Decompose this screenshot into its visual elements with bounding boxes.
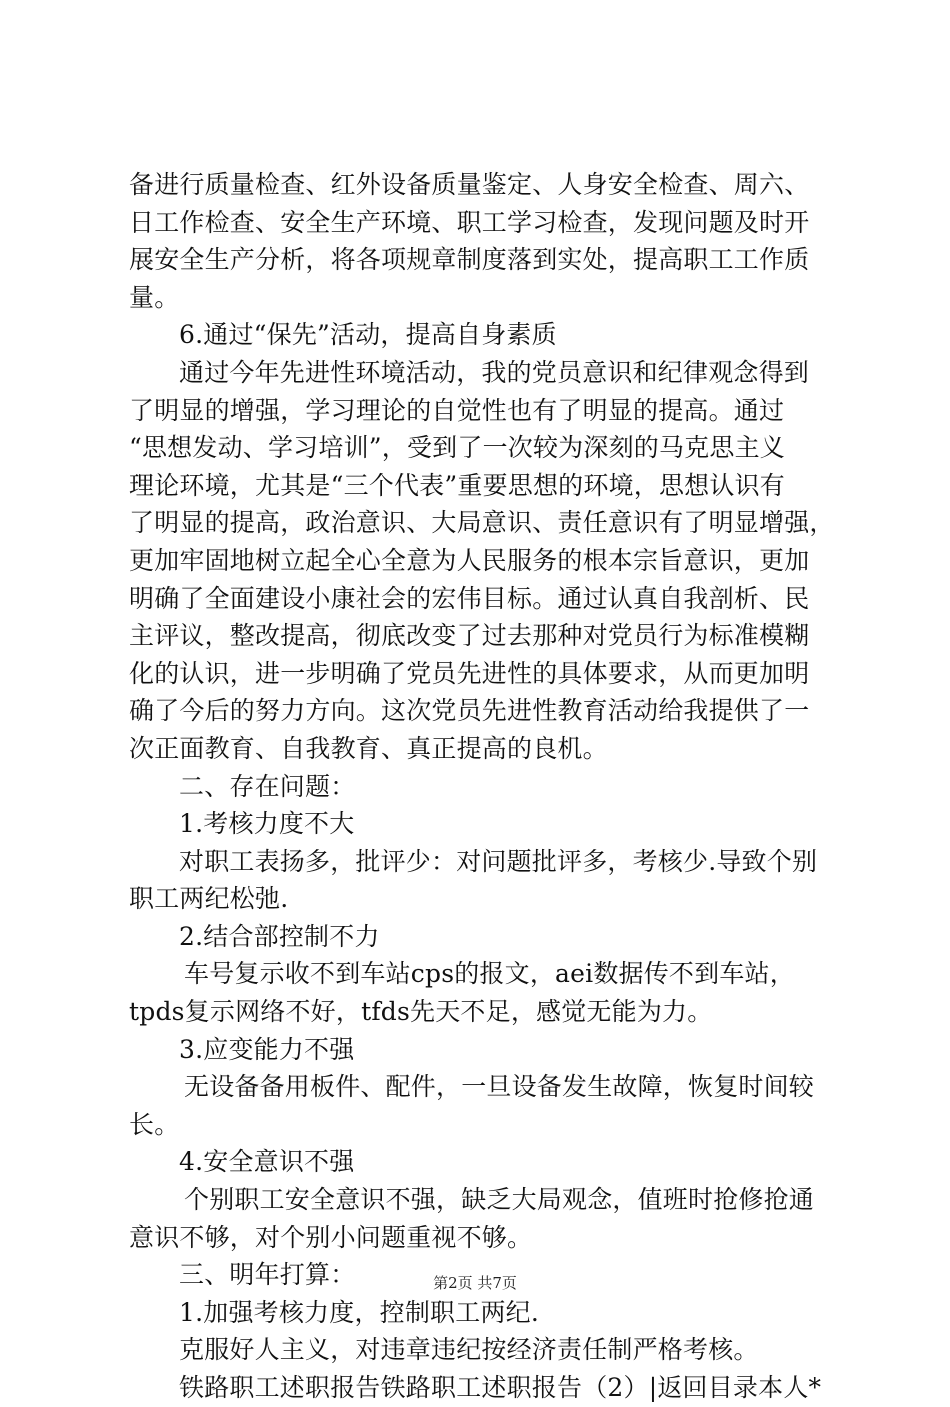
text-line: 克服好人主义，对违章违纪按经济责任制严格考核。 <box>179 1335 759 1365</box>
text-line: 主评议，整改提高，彻底改变了过去那种对党员行为标准模糊 <box>129 621 810 651</box>
text-line: 日工作检查、安全生产环境、职工学习检查，发现问题及时开 <box>129 207 810 237</box>
page-footer: 第2页 共7页 <box>433 1274 517 1292</box>
text-line: “思想发动、学习培训”，受到了一次较为深刻的马克思主义 <box>129 433 785 463</box>
text-line: tpds复示网络不好，tfds先天不足，感觉无能为力。 <box>129 997 713 1027</box>
text-line: 3.应变能力不强 <box>179 1034 355 1064</box>
document-body <box>129 166 841 1407</box>
text-line: 意识不够，对个别小问题重视不够。 <box>129 1222 533 1252</box>
text-line: 职工两纪松弛. <box>129 884 289 914</box>
text-line: 4.安全意识不强 <box>179 1147 355 1177</box>
text-line: 1.加强考核力度，控制职工两纪. <box>179 1297 540 1327</box>
text-line: 铁路职工述职报告铁路职工述职报告（2）|返回目录本人* <box>179 1373 822 1402</box>
text-line: 2.结合部控制不力 <box>179 921 380 951</box>
text-line: 对职工表扬多，批评少：对问题批评多，考核少.导致个别 <box>179 846 818 876</box>
text-line: 明确了全面建设小康社会的宏伟目标。通过认真自我剖析、民 <box>129 583 810 613</box>
text-line: 二、存在问题： <box>179 771 356 801</box>
text-line: 理论环境，尤其是“三个代表”重要思想的环境，思想认识有 <box>129 470 785 500</box>
text-line: 展安全生产分析，将各项规章制度落到实处，提高职工工作质 <box>129 245 810 275</box>
text-line: 无设备备用板件、配件，一旦设备发生故障，恢复时间较 <box>184 1072 815 1102</box>
text-line: 化的认识，进一步明确了党员先进性的具体要求，从而更加明 <box>129 658 810 688</box>
text-line: 次正面教育、自我教育、真正提高的良机。 <box>129 733 608 763</box>
text-line: 个别职工安全意识不强，缺乏大局观念，值班时抢修抢通 <box>184 1185 815 1215</box>
text-line: 车号复示收不到车站cps的报文，aei数据传不到车站， <box>184 959 795 989</box>
text-line: 备进行质量检查、红外设备质量鉴定、人身安全检查、周六、 <box>129 170 810 199</box>
text-line: 1.考核力度不大 <box>179 809 355 839</box>
text-line: 更加牢固地树立起全心全意为人民服务的根本宗旨意识，更加 <box>129 545 810 575</box>
text-line: 了明显的增强，学习理论的自觉性也有了明显的提高。通过 <box>129 395 785 425</box>
text-line: 6.通过“保先”活动，提高自身素质 <box>179 320 557 350</box>
text-line: 量。 <box>129 282 180 312</box>
text-line: 通过今年先进性环境活动，我的党员意识和纪律观念得到 <box>179 357 810 387</box>
text-line: 三、明年打算： <box>179 1260 356 1290</box>
text-line: 了明显的提高，政治意识、大局意识、责任意识有了明显增强， <box>129 508 835 538</box>
text-line: 确了今后的努力方向。这次党员先进性教育活动给我提供了一 <box>129 696 810 726</box>
text-line: 长。 <box>129 1109 180 1139</box>
